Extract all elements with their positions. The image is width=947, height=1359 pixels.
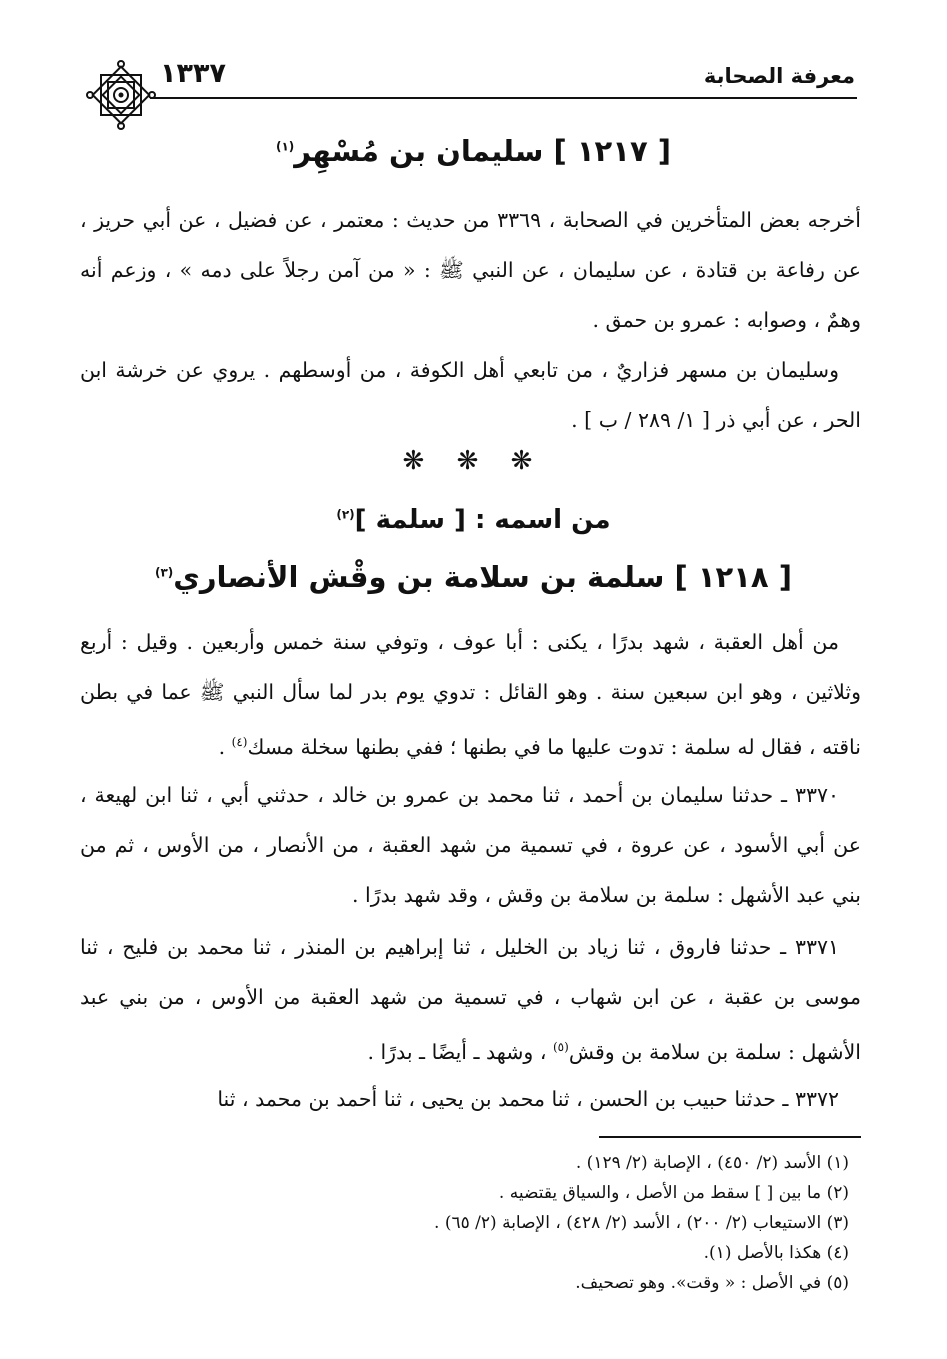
entry-heading-1217	[80, 134, 867, 168]
paragraph-text: ٣٣٧٢ ـ حدثنا حبيب بن الحسن ، ثنا محمد بن يحيى ، ثنا أحمد بن محمد ، ثنا	[217, 1087, 839, 1111]
footnote-ref: (٥)	[552, 1040, 569, 1054]
running-header-title: معرفة الصحابة	[703, 64, 855, 88]
paragraph-text: ٣٣٧٠ ـ حدثنا سليمان بن أحمد ، ثنا محمد بن عمرو بن خالد ، حدثني أبي ، ثنا ابن لهيعة ، عن أبي الأسود ، عن عروة ، في تسمية من شهد العقبة ، من الأنصار ، من الأوس ، ثم من بني عبد الأشهل : سلمة بن سلامة بن وقش ، وقد شهد بدرًا .	[80, 783, 861, 907]
footnote-item: (٥) في الأصل : « وقت». وهو تصحيف.	[575, 1273, 849, 1293]
star-ornament-icon	[84, 58, 158, 132]
section-heading-text: من اسمه : [ سلمة ]	[354, 505, 611, 535]
footnote-ref: (١)	[275, 139, 295, 154]
footnote-ref: (٤)	[231, 735, 248, 749]
footnote-ref: (٣)	[154, 565, 174, 580]
paragraph-text: أخرجه بعض المتأخرين في الصحابة ، ٣٣٦٩ من حديث : معتمر ، عن فضيل ، عن أبي حريز ، عن رفاعة بن قتادة ، عن سليمان ، عن النبي ﷺ : « من آمن رجلاً على دمه » ، وزعم أنه وهمٌ ، وصوابه : عمرو بن حمق .	[80, 208, 861, 332]
paragraph-text: وسليمان بن مسهر فزاريٌ ، من تابعي أهل الكوفة ، من أوسطهم . يروي عن خرشة ابن الحر ، عن أبي ذر [ ١/ ٢٨٩ / ب ] .	[80, 358, 861, 432]
paragraph-text: ، وشهد ـ أيضًا ـ بدرًا .	[367, 1039, 547, 1064]
paragraph-text: من أهل العقبة ، شهد بدرًا ، يكنى : أبا عوف ، وتوفي سنة خمس وأربعين . وقيل : أربع وثلاثين ، وهو ابن سبعين سنة . وهو القائل : تدوي يوم بدر لما سأل النبي ﷺ عما في بطن ناقته ، فقال له سلمة : تدوت عليها ما في بطنها ؛ ففي بطنها سخلة مسك	[80, 630, 861, 759]
paragraph-text: ٣٣٧١ ـ حدثنا فاروق ، ثنا زياد بن الخليل ، ثنا إبراهيم بن المنذر ، ثنا محمد بن فليح ، ثنا موسى بن عقبة ، عن ابن شهاب ، في تسمية من شهد العقبة من الأوس ، من بني عبد الأشهل : سلمة بن سلامة بن وقش	[80, 935, 861, 1064]
hadith-3372	[80, 1074, 861, 1124]
paragraph	[80, 195, 861, 345]
section-separator: ❋ ❋ ❋	[402, 446, 545, 476]
footnote-item: (٣) الاستيعاب (٢/ ٢٠٠) ، الأسد (٢/ ٤٢٨) ، الإصابة (٢/ ٦٥) .	[434, 1213, 849, 1233]
footnote-item: (٢) ما بين [ ] سقط من الأصل ، والسياق يقتضيه .	[498, 1183, 849, 1203]
entry-heading-text: [ ١٢١٧ ] سليمان بن مُسْهِر	[294, 134, 672, 168]
hadith-3370	[80, 770, 861, 920]
hadith-3371	[80, 922, 861, 1077]
footnote-item: (١) الأسد (٢/ ٤٥٠) ، الإصابة (٢/ ١٢٩) .	[575, 1153, 849, 1173]
paragraph: من أهل العقبة ، شهد بدرًا ، يكنى : أبا عوف ، وتوفي سنة خمس وأربعين . وقيل : أربع وثلاثين ، وهو ابن سبعين سنة . وهو القائل : تدوي يوم بدر لما سأل النبي ﷺ عما في بطن ناقته ، فقال له سلمة : تدوت عليها ما في بطنها ؛ ففي بطنها سخلة مسك$^{(٤)}$ .	[80, 630, 861, 759]
section-heading	[80, 505, 867, 535]
footnote-ref: (٢)	[336, 507, 355, 522]
header-rule	[150, 97, 857, 99]
footnote-item: (٤) هكذا بالأصل (١).	[703, 1243, 849, 1263]
footnotes	[434, 1148, 849, 1298]
paragraph	[80, 345, 861, 445]
page-number: ١٣٣٧	[160, 58, 226, 89]
footnote-rule	[599, 1136, 861, 1138]
entry-heading-text: [ ١٢١٨ ] سلمة بن سلامة بن وقْش الأنصاري	[173, 560, 792, 594]
entry-heading-1218	[80, 560, 867, 594]
